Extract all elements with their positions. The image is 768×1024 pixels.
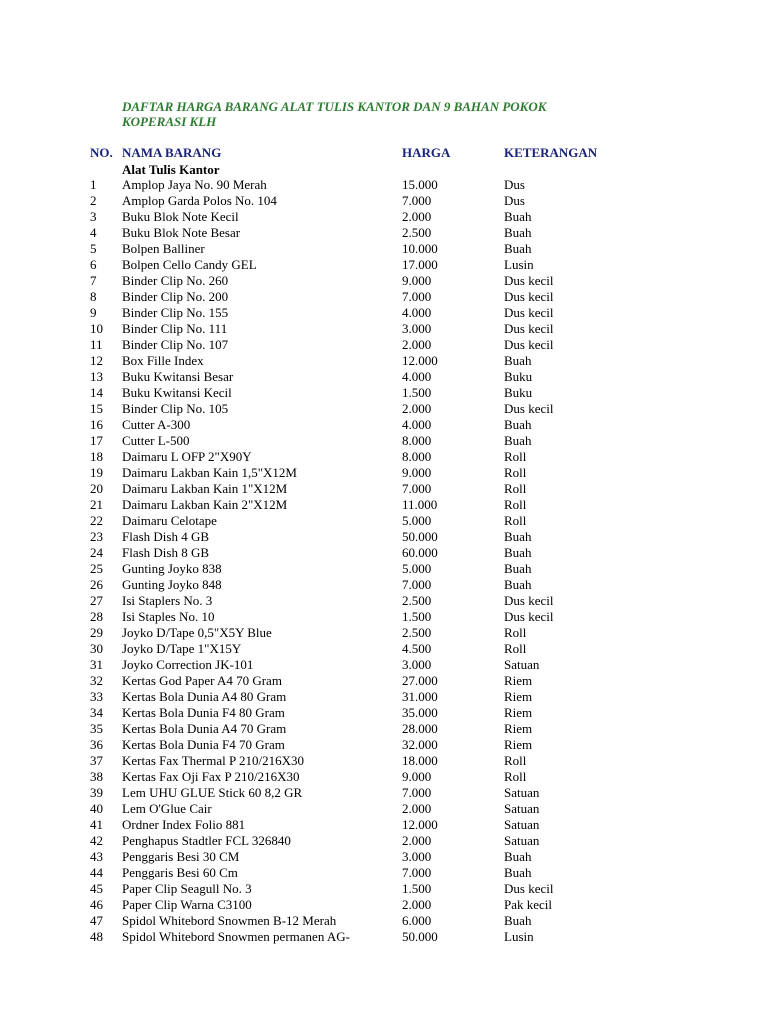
row-price: 1.500 [402, 609, 432, 624]
row-item-name: Amplop Garda Polos No. 104 [122, 193, 277, 208]
row-unit: Riem [504, 705, 533, 720]
row-item-name: Amplop Jaya No. 90 Merah [122, 177, 267, 192]
table-row [0, 673, 768, 689]
row-number: 48 [90, 929, 103, 944]
row-price: 10.000 [402, 241, 438, 256]
row-number: 10 [90, 321, 103, 336]
row-number: 45 [90, 881, 103, 896]
row-number: 28 [90, 609, 103, 624]
row-number: 16 [90, 417, 103, 432]
row-unit: Dus kecil [504, 593, 554, 608]
table-row [0, 785, 768, 801]
row-item-name: Buku Blok Note Kecil [122, 209, 239, 224]
row-number: 2 [90, 193, 97, 208]
table-row [0, 433, 768, 449]
row-item-name: Isi Staples No. 10 [122, 609, 215, 624]
row-item-name: Lem UHU GLUE Stick 60 8,2 GR [122, 785, 303, 800]
row-number: 36 [90, 737, 103, 752]
table-row [0, 609, 768, 625]
row-price: 7.000 [402, 785, 432, 800]
row-price: 2.000 [402, 833, 432, 848]
row-price: 4.500 [402, 641, 432, 656]
table-row [0, 833, 768, 849]
row-unit: Roll [504, 513, 527, 528]
row-item-name: Binder Clip No. 155 [122, 305, 229, 320]
row-number: 32 [90, 673, 103, 688]
table-row [0, 593, 768, 609]
table-row [0, 481, 768, 497]
row-unit: Buah [504, 865, 532, 880]
row-unit: Riem [504, 689, 533, 704]
row-number: 13 [90, 369, 103, 384]
section-label: Alat Tulis Kantor [122, 162, 220, 177]
row-number: 6 [90, 257, 97, 272]
row-price: 6.000 [402, 913, 432, 928]
row-number: 18 [90, 449, 103, 464]
row-item-name: Buku Kwitansi Kecil [122, 385, 232, 400]
row-unit: Satuan [504, 833, 540, 848]
row-price: 2.000 [402, 897, 432, 912]
row-item-name: Bolpen Balliner [122, 241, 205, 256]
table-row [0, 305, 768, 321]
row-item-name: Daimaru Lakban Kain 1,5"X12M [122, 465, 297, 480]
row-unit: Buah [504, 241, 532, 256]
table-row [0, 513, 768, 529]
document-title-line-1: DAFTAR HARGA BARANG ALAT TULIS KANTOR DAN 9 BAHAN POKOK [122, 99, 547, 114]
row-price: 12.000 [402, 353, 438, 368]
row-item-name: Kertas Bola Dunia F4 80 Gram [122, 705, 285, 720]
row-item-name: Isi Staplers No. 3 [122, 593, 213, 608]
row-number: 12 [90, 353, 103, 368]
row-number: 39 [90, 785, 103, 800]
row-unit: Satuan [504, 657, 540, 672]
row-number: 4 [90, 225, 97, 240]
row-unit: Buah [504, 545, 532, 560]
row-number: 31 [90, 657, 103, 672]
table-row [0, 545, 768, 561]
row-number: 46 [90, 897, 103, 912]
row-item-name: Binder Clip No. 105 [122, 401, 229, 416]
row-item-name: Penggaris Besi 30 CM [122, 849, 240, 864]
table-row [0, 657, 768, 673]
row-number: 3 [90, 209, 97, 224]
row-item-name: Daimaru Lakban Kain 2"X12M [122, 497, 288, 512]
row-number: 40 [90, 801, 103, 816]
row-item-name: Kertas Bola Dunia A4 80 Gram [122, 689, 287, 704]
table-row [0, 177, 768, 193]
row-price: 11.000 [402, 497, 438, 512]
row-item-name: Bolpen Cello Candy GEL [122, 257, 257, 272]
row-number: 15 [90, 401, 103, 416]
row-number: 9 [90, 305, 97, 320]
table-row [0, 801, 768, 817]
table-row [0, 449, 768, 465]
row-unit: Roll [504, 769, 527, 784]
row-price: 2.000 [402, 401, 432, 416]
row-unit: Roll [504, 753, 527, 768]
table-row [0, 817, 768, 833]
table-row [0, 257, 768, 273]
row-number: 24 [90, 545, 103, 560]
row-item-name: Daimaru L OFP 2"X90Y [122, 449, 252, 464]
row-price: 50.000 [402, 529, 438, 544]
row-number: 5 [90, 241, 97, 256]
row-price: 8.000 [402, 433, 432, 448]
table-body [0, 177, 768, 945]
row-item-name: Binder Clip No. 200 [122, 289, 229, 304]
row-unit: Satuan [504, 817, 540, 832]
row-item-name: Binder Clip No. 107 [122, 337, 229, 352]
row-item-name: Ordner Index Folio 881 [122, 817, 246, 832]
row-number: 20 [90, 481, 103, 496]
row-unit: Roll [504, 625, 527, 640]
row-number: 42 [90, 833, 103, 848]
table-row [0, 641, 768, 657]
document-title [122, 99, 682, 129]
row-number: 23 [90, 529, 103, 544]
table-row [0, 577, 768, 593]
row-item-name: Kertas God Paper A4 70 Gram [122, 673, 282, 688]
row-unit: Roll [504, 449, 527, 464]
row-number: 30 [90, 641, 103, 656]
row-unit: Dus kecil [504, 337, 554, 352]
table-row [0, 417, 768, 433]
document-title-line-2: KOPERASI KLH [122, 114, 217, 129]
row-item-name: Buku Kwitansi Besar [122, 369, 234, 384]
row-price: 1.500 [402, 385, 432, 400]
table-row [0, 561, 768, 577]
row-unit: Buku [504, 369, 533, 384]
row-item-name: Binder Clip No. 111 [122, 321, 228, 336]
row-price: 3.000 [402, 657, 432, 672]
row-number: 27 [90, 593, 103, 608]
row-item-name: Spidol Whitebord Snowmen B-12 Merah [122, 913, 337, 928]
row-price: 2.000 [402, 801, 432, 816]
table-row [0, 353, 768, 369]
row-price: 17.000 [402, 257, 438, 272]
row-item-name: Kertas Fax Thermal P 210/216X30 [122, 753, 304, 768]
table-row [0, 753, 768, 769]
row-price: 60.000 [402, 545, 438, 560]
row-number: 7 [90, 273, 97, 288]
row-unit: Buah [504, 849, 532, 864]
table-row [0, 385, 768, 401]
header-unit: KETERANGAN [504, 145, 598, 160]
row-unit: Lusin [504, 257, 534, 272]
table-row [0, 913, 768, 929]
row-item-name: Daimaru Lakban Kain 1"X12M [122, 481, 288, 496]
row-number: 43 [90, 849, 103, 864]
row-number: 38 [90, 769, 103, 784]
row-unit: Dus [504, 193, 525, 208]
row-number: 37 [90, 753, 103, 768]
row-unit: Dus kecil [504, 401, 554, 416]
row-number: 22 [90, 513, 103, 528]
table-row [0, 241, 768, 257]
row-price: 4.000 [402, 369, 432, 384]
row-item-name: Joyko Correction JK-101 [122, 657, 254, 672]
table-row [0, 465, 768, 481]
row-item-name: Kertas Bola Dunia A4 70 Gram [122, 721, 287, 736]
row-price: 5.000 [402, 513, 432, 528]
row-price: 1.500 [402, 881, 432, 896]
row-number: 1 [90, 177, 97, 192]
row-unit: Buku [504, 385, 533, 400]
row-unit: Buah [504, 433, 532, 448]
table-row [0, 689, 768, 705]
row-item-name: Flash Dish 8 GB [122, 545, 210, 560]
row-price: 3.000 [402, 849, 432, 864]
row-price: 50.000 [402, 929, 438, 944]
row-price: 7.000 [402, 193, 432, 208]
row-price: 3.000 [402, 321, 432, 336]
row-item-name: Cutter A-300 [122, 417, 191, 432]
table-row [0, 401, 768, 417]
row-price: 8.000 [402, 449, 432, 464]
row-unit: Buah [504, 353, 532, 368]
row-item-name: Kertas Bola Dunia F4 70 Gram [122, 737, 285, 752]
row-number: 25 [90, 561, 103, 576]
table-row [0, 369, 768, 385]
row-price: 7.000 [402, 577, 432, 592]
row-price: 28.000 [402, 721, 438, 736]
row-item-name: Joyko D/Tape 0,5"X5Y Blue [122, 625, 272, 640]
row-number: 26 [90, 577, 103, 592]
row-price: 7.000 [402, 481, 432, 496]
row-number: 34 [90, 705, 103, 720]
table-header [0, 145, 768, 161]
row-unit: Dus kecil [504, 305, 554, 320]
row-price: 9.000 [402, 273, 432, 288]
row-unit: Roll [504, 465, 527, 480]
row-item-name: Flash Dish 4 GB [122, 529, 210, 544]
row-number: 8 [90, 289, 97, 304]
table-row [0, 289, 768, 305]
row-number: 44 [90, 865, 103, 880]
row-number: 33 [90, 689, 103, 704]
row-unit: Buah [504, 529, 532, 544]
row-price: 27.000 [402, 673, 438, 688]
row-number: 19 [90, 465, 103, 480]
row-item-name: Lem O'Glue Cair [122, 801, 212, 816]
row-item-name: Paper Clip Seagull No. 3 [122, 881, 252, 896]
row-price: 35.000 [402, 705, 438, 720]
row-item-name: Box Fille Index [122, 353, 204, 368]
row-price: 2.500 [402, 225, 432, 240]
table-row [0, 529, 768, 545]
row-price: 4.000 [402, 417, 432, 432]
row-number: 41 [90, 817, 103, 832]
row-unit: Dus kecil [504, 321, 554, 336]
row-unit: Buah [504, 577, 532, 592]
row-unit: Buah [504, 913, 532, 928]
row-price: 18.000 [402, 753, 438, 768]
row-item-name: Buku Blok Note Besar [122, 225, 241, 240]
table-row [0, 705, 768, 721]
row-price: 2.000 [402, 209, 432, 224]
table-row [0, 721, 768, 737]
row-price: 4.000 [402, 305, 432, 320]
row-unit: Buah [504, 561, 532, 576]
table-row [0, 769, 768, 785]
row-price: 31.000 [402, 689, 438, 704]
row-unit: Riem [504, 721, 533, 736]
table-row [0, 897, 768, 913]
row-item-name: Cutter L-500 [122, 433, 190, 448]
table-row [0, 881, 768, 897]
row-price: 7.000 [402, 289, 432, 304]
row-unit: Dus kecil [504, 273, 554, 288]
row-price: 2.500 [402, 625, 432, 640]
row-unit: Satuan [504, 801, 540, 816]
row-item-name: Paper Clip Warna C3100 [122, 897, 252, 912]
table-row [0, 737, 768, 753]
table-row [0, 321, 768, 337]
row-item-name: Daimaru Celotape [122, 513, 217, 528]
table-row [0, 209, 768, 225]
header-item-name: NAMA BARANG [122, 145, 222, 160]
row-price: 9.000 [402, 465, 432, 480]
row-unit: Buah [504, 209, 532, 224]
table-row [0, 865, 768, 881]
row-item-name: Gunting Joyko 848 [122, 577, 222, 592]
row-number: 14 [90, 385, 103, 400]
row-item-name: Kertas Fax Oji Fax P 210/216X30 [122, 769, 300, 784]
row-item-name: Joyko D/Tape 1"X15Y [122, 641, 242, 656]
row-price: 7.000 [402, 865, 432, 880]
row-unit: Dus kecil [504, 289, 554, 304]
table-row [0, 625, 768, 641]
table-row [0, 225, 768, 241]
row-price: 2.500 [402, 593, 432, 608]
row-number: 29 [90, 625, 103, 640]
table-row [0, 193, 768, 209]
row-number: 11 [90, 337, 103, 352]
table-row [0, 849, 768, 865]
row-unit: Roll [504, 481, 527, 496]
table-row [0, 337, 768, 353]
row-price: 2.000 [402, 337, 432, 352]
row-price: 32.000 [402, 737, 438, 752]
row-unit: Satuan [504, 785, 540, 800]
row-number: 21 [90, 497, 103, 512]
row-item-name: Penghapus Stadtler FCL 326840 [122, 833, 291, 848]
header-price: HARGA [402, 145, 451, 160]
row-price: 15.000 [402, 177, 438, 192]
table-row [0, 273, 768, 289]
row-unit: Buah [504, 225, 532, 240]
row-number: 17 [90, 433, 103, 448]
row-price: 9.000 [402, 769, 432, 784]
row-unit: Roll [504, 641, 527, 656]
table-row [0, 929, 768, 945]
row-unit: Riem [504, 737, 533, 752]
row-number: 35 [90, 721, 103, 736]
row-number: 47 [90, 913, 103, 928]
row-unit: Pak kecil [504, 897, 553, 912]
header-no: NO. [90, 145, 113, 160]
table-row [0, 497, 768, 513]
row-unit: Roll [504, 497, 527, 512]
row-price: 12.000 [402, 817, 438, 832]
row-item-name: Binder Clip No. 260 [122, 273, 229, 288]
row-price: 5.000 [402, 561, 432, 576]
row-item-name: Spidol Whitebord Snowmen permanen AG- [122, 929, 350, 944]
row-unit: Dus kecil [504, 609, 554, 624]
row-item-name: Gunting Joyko 838 [122, 561, 222, 576]
row-unit: Dus [504, 177, 525, 192]
row-unit: Dus kecil [504, 881, 554, 896]
row-unit: Buah [504, 417, 532, 432]
row-item-name: Penggaris Besi 60 Cm [122, 865, 238, 880]
row-unit: Lusin [504, 929, 534, 944]
row-unit: Riem [504, 673, 533, 688]
